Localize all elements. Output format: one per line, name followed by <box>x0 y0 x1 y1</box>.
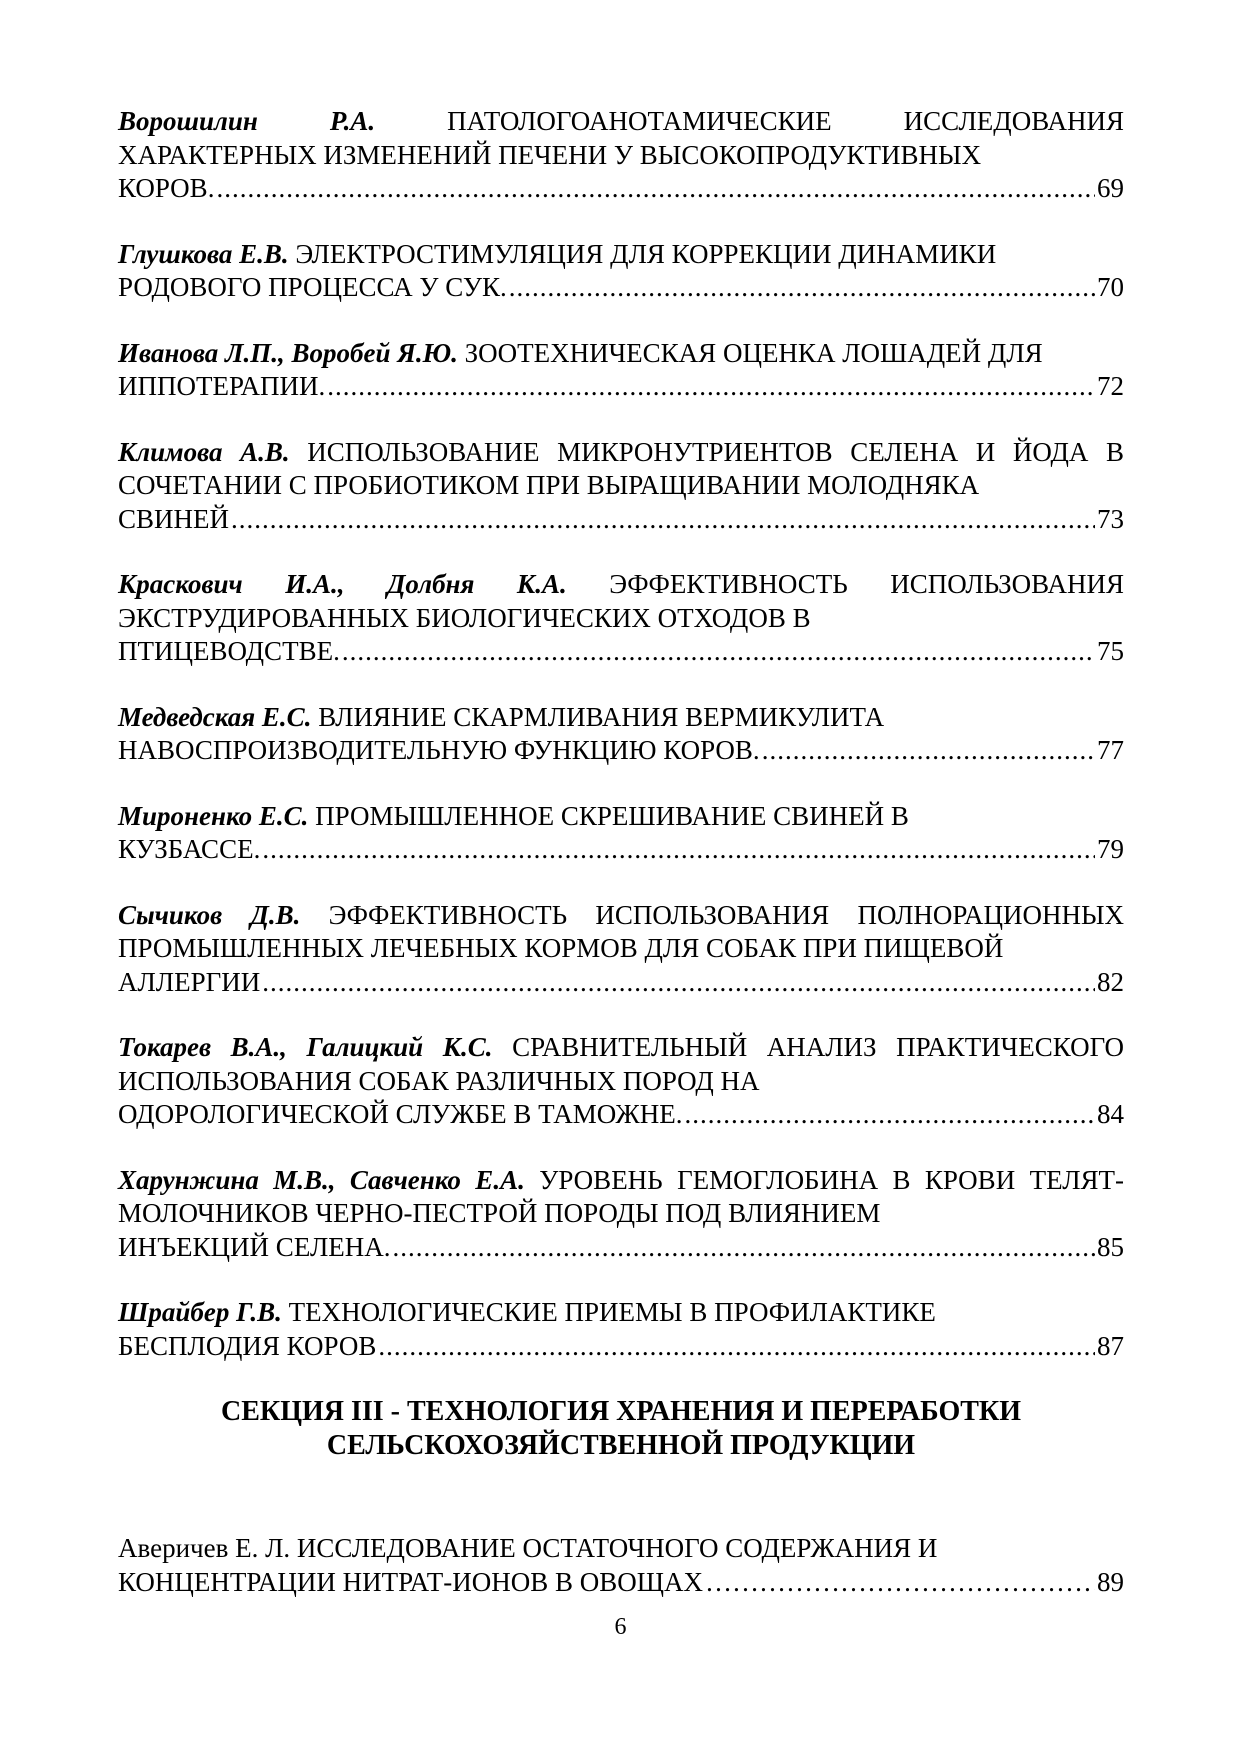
section-heading-line2: СЕЛЬСКОХОЗЯЙСТВЕННОЙ ПРОДУКЦИИ <box>326 1429 916 1461</box>
entry-title-tail: НАВОСПРОИЗВОДИТЕЛЬНУЮ ФУНКЦИЮ КОРОВ. <box>118 735 760 765</box>
toc-entry-body <box>118 1031 1124 1098</box>
entry-title: ЗООТЕХНИЧЕСКАЯ ОЦЕНКА ЛОШАДЕЙ ДЛЯ <box>464 337 1043 368</box>
entry-title-tail: КОРОВ. <box>118 173 215 203</box>
toc-line <box>118 271 1124 305</box>
entry-title: ЭФФЕКТИВНОСТЬ ИСПОЛЬЗОВАНИЯ ЭКСТРУДИРОВАННЫХ БИОЛОГИЧЕСКИХ ОТХОДОВ В <box>118 569 1124 633</box>
dot-leader <box>231 503 1095 537</box>
toc-line <box>118 1098 1124 1132</box>
entry-authors: Мироненко Е.С. <box>118 800 309 831</box>
toc-line <box>118 833 1124 867</box>
dot-leader <box>393 1231 1095 1265</box>
dot-leader <box>262 833 1095 867</box>
entry-authors: Сычиков Д.В. <box>118 899 301 930</box>
entry-title-tail: ОДОРОЛОГИЧЕСКОЙ СЛУЖБЕ В ТАМОЖНЕ. <box>118 1099 683 1129</box>
toc-entry <box>118 701 1124 768</box>
entry-title: СРАВНИТЕЛЬНЫЙ АНАЛИЗ ПРАКТИЧЕСКОГО ИСПОЛЬЗОВАНИЯ СОБАК РАЗЛИЧНЫХ ПОРОД НА <box>118 1032 1125 1096</box>
entry-title-tail: ИНЪЕКЦИЙ СЕЛЕНА. <box>118 1231 391 1262</box>
entry-title-tail: СВИНЕЙ <box>118 503 230 534</box>
entry-authors: Шрайбер Г.В. <box>118 1297 282 1327</box>
entry-title-tail: РОДОВОГО ПРОЦЕССА У СУК. <box>118 272 507 302</box>
toc-line <box>118 503 1124 537</box>
entry-authors: Харунжина М.В., Савченко Е.А. <box>118 1164 525 1195</box>
toc-entry-body <box>118 1164 1124 1231</box>
entry-title-tail: ИППОТЕРАПИИ. <box>118 371 326 401</box>
entry-page-number: 69 <box>1097 173 1124 203</box>
toc-entry-body <box>118 105 1124 172</box>
entry-title: ТЕХНОЛОГИЧЕСКИЕ ПРИЕМЫ В ПРОФИЛАКТИКЕ <box>288 1297 936 1327</box>
entry-title-tail: КУЗБАССЕ. <box>118 834 261 864</box>
entry-page-number: 89 <box>1097 1566 1124 1597</box>
toc-entry <box>118 568 1124 669</box>
dot-leader <box>762 734 1095 768</box>
entry-authors: Медведская Е.С. <box>118 701 312 732</box>
toc-line <box>118 370 1124 404</box>
dot-leader <box>685 1098 1096 1132</box>
toc-entry-body <box>118 1296 1124 1330</box>
dot-leader <box>262 966 1095 1000</box>
entry-page-number: 75 <box>1097 636 1124 666</box>
entry-page-number: 79 <box>1097 834 1124 864</box>
toc-entry <box>118 436 1124 537</box>
toc-entry <box>118 1532 1124 1599</box>
toc-entry-body <box>118 1532 1124 1566</box>
entry-title: ПАТОЛОГОАНОТАМИЧЕСКИЕ ИССЛЕДОВАНИЯ ХАРАКТЕРНЫХ ИЗМЕНЕНИЙ ПЕЧЕНИ У ВЫСОКОПРОДУКТИВНЫХ <box>118 106 1125 170</box>
entry-title: ВЛИЯНИЕ СКАРМЛИВАНИЯ ВЕРМИКУЛИТА <box>318 701 885 732</box>
toc-entry <box>118 899 1124 1000</box>
entry-title: ИСПОЛЬЗОВАНИЕ МИКРОНУТРИЕНТОВ СЕЛЕНА И ЙОДА В СОЧЕТАНИИ С ПРОБИОТИКОМ ПРИ ВЫРАЩИВАНИИ МОЛОДНЯКА <box>118 436 1124 500</box>
toc-entry <box>118 337 1124 404</box>
entry-title: ЭФФЕКТИВНОСТЬ ИСПОЛЬЗОВАНИЯ ПОЛНОРАЦИОННЫХ ПРОМЫШЛЕННЫХ ЛЕЧЕБНЫХ КОРМОВ ДЛЯ СОБАК ПРИ ПИЩЕВОЙ <box>118 899 1125 963</box>
toc-line <box>118 635 1124 669</box>
toc-entry <box>118 105 1124 206</box>
toc-line <box>118 172 1124 206</box>
entry-authors: Ворошилин Р.А. <box>118 106 376 136</box>
toc-entry <box>118 238 1124 305</box>
toc-entry <box>118 1164 1124 1265</box>
dot-leader <box>378 1330 1095 1364</box>
dot-leader <box>327 370 1095 404</box>
section-heading <box>118 1395 1124 1462</box>
entry-authors: Климова А.В. <box>118 436 290 467</box>
toc-line <box>118 966 1124 1000</box>
entry-page-number: 73 <box>1097 503 1124 534</box>
toc-entry-body <box>118 899 1124 966</box>
entry-authors: Глушкова Е.В. <box>118 238 289 269</box>
page-number: 6 <box>614 1614 627 1640</box>
toc-entry-body <box>118 436 1124 503</box>
dot-leader <box>216 172 1095 206</box>
entry-page-number: 87 <box>1097 1330 1124 1361</box>
entry-page-number: 82 <box>1097 966 1124 997</box>
entry-page-number: 70 <box>1097 272 1124 302</box>
entry-page-number: 77 <box>1097 735 1124 765</box>
entry-title-tail: ПТИЦЕВОДСТВЕ. <box>118 636 340 666</box>
section-heading-line1: СЕКЦИЯ III - ТЕХНОЛОГИЯ ХРАНЕНИЯ И ПЕРЕРАБОТКИ <box>221 1396 1021 1427</box>
entry-page-number: 85 <box>1097 1231 1124 1262</box>
toc-entry-body <box>118 337 1124 371</box>
toc-entry-body <box>118 568 1124 635</box>
entry-title-tail: АЛЛЕРГИИ <box>118 966 261 997</box>
entry-page-number: 72 <box>1097 371 1124 401</box>
dot-leader <box>705 1566 1095 1600</box>
toc-entry-body <box>118 800 1124 834</box>
toc-entry-body <box>118 238 1124 272</box>
toc-entry <box>118 1031 1124 1132</box>
toc-entry <box>118 1296 1124 1363</box>
toc-line <box>118 734 1124 768</box>
entry-title: Аверичев Е. Л. ИССЛЕДОВАНИЕ ОСТАТОЧНОГО СОДЕРЖАНИЯ И <box>118 1533 938 1563</box>
toc-page <box>118 105 1124 1631</box>
entry-title-tail: БЕСПЛОДИЯ КОРОВ <box>118 1330 377 1361</box>
toc-line <box>118 1330 1124 1364</box>
dot-leader <box>509 271 1095 305</box>
entry-authors: Токарев В.А., Галицкий К.С. <box>118 1032 493 1062</box>
entry-page-number: 84 <box>1097 1099 1124 1129</box>
toc-line <box>118 1566 1124 1600</box>
entry-title: ЭЛЕКТРОСТИМУЛЯЦИЯ ДЛЯ КОРРЕКЦИИ ДИНАМИКИ <box>295 238 997 269</box>
entry-title: ПРОМЫШЛЕННОЕ СКРЕШИВАНИЕ СВИНЕЙ В <box>315 800 909 831</box>
toc-entry <box>118 800 1124 867</box>
entry-authors: Иванова Л.П., Воробей Я.Ю. <box>118 337 458 368</box>
entry-title: УРОВЕНЬ ГЕМОГЛОБИНА В КРОВИ ТЕЛЯТ-МОЛОЧНИКОВ ЧЕРНО-ПЕСТРОЙ ПОРОДЫ ПОД ВЛИЯНИЕМ <box>118 1164 1125 1228</box>
entry-title-tail: КОНЦЕНТРАЦИИ НИТРАТ-ИОНОВ В ОВОЩАХ <box>118 1566 704 1597</box>
toc-entry-body <box>118 701 1124 735</box>
dot-leader <box>342 635 1095 669</box>
toc-line <box>118 1231 1124 1265</box>
entry-authors: Краскович И.А., Долбня К.А. <box>118 569 567 599</box>
